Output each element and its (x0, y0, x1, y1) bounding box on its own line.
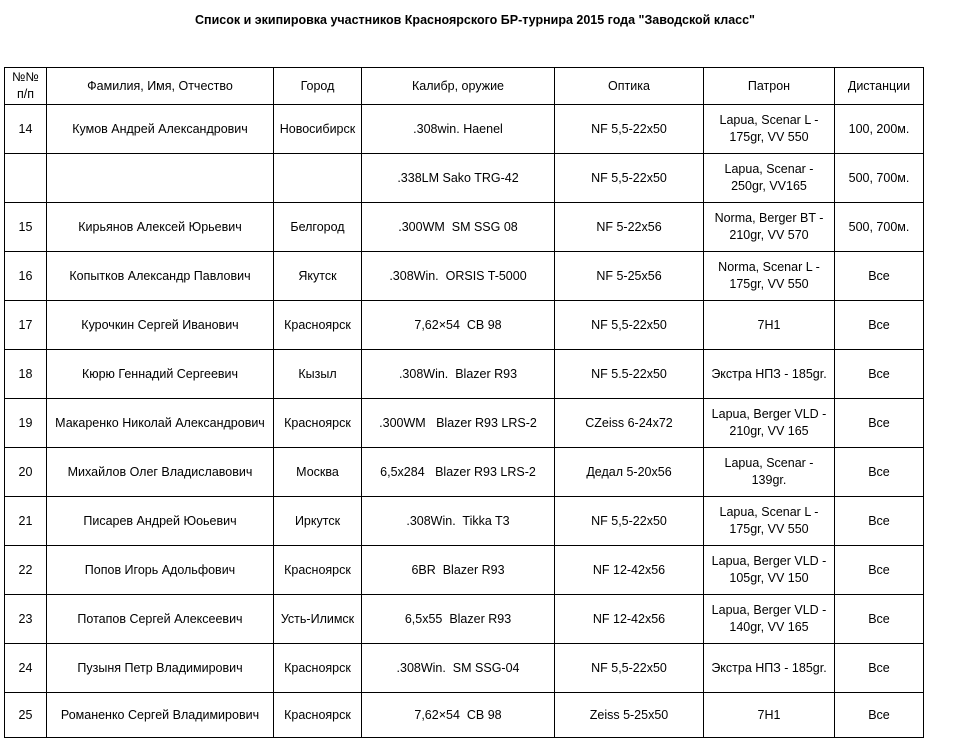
cell-cartridge: Lapua, Scenar L - 175gr, VV 550 (704, 105, 835, 154)
cell-num: 15 (5, 203, 47, 252)
cell-optics: NF 5-22x56 (555, 203, 704, 252)
header-cartridge: Патрон (704, 68, 835, 105)
table-row (5, 644, 924, 693)
table-row (5, 399, 924, 448)
cell-num: 14 (5, 105, 47, 154)
document-title: Список и экипировка участников Красноярского БР-турнира 2015 года "Заводской класс" (195, 13, 755, 27)
cell-cartridge: Norma, Scenar L - 175gr, VV 550 (704, 252, 835, 301)
cell-city (274, 154, 362, 203)
cell-weapon: 7,62×54 СВ 98 (362, 693, 555, 738)
cell-city: Кызыл (274, 350, 362, 399)
cell-optics: NF 5,5-22x50 (555, 497, 704, 546)
cell-distance: Все (835, 546, 924, 595)
cell-weapon: .308Win. Blazer R93 (362, 350, 555, 399)
cell-num: 22 (5, 546, 47, 595)
cell-cartridge: Lapua, Scenar L - 175gr, VV 550 (704, 497, 835, 546)
cell-optics: NF 12-42x56 (555, 546, 704, 595)
header-weapon: Калибр, оружие (362, 68, 555, 105)
cell-cartridge: Norma, Berger BT - 210gr, VV 570 (704, 203, 835, 252)
cell-cartridge: Lapua, Scenar - 250gr, VV165 (704, 154, 835, 203)
cell-weapon: .300WM SM SSG 08 (362, 203, 555, 252)
cell-num: 21 (5, 497, 47, 546)
cell-cartridge: Lapua, Berger VLD - 105gr, VV 150 (704, 546, 835, 595)
cell-name: Потапов Сергей Алексеевич (47, 595, 274, 644)
table-row (5, 693, 924, 738)
header-city: Город (274, 68, 362, 105)
cell-optics: CZeiss 6-24x72 (555, 399, 704, 448)
cell-name: Пузыня Петр Владимирович (47, 644, 274, 693)
cell-distance: 500, 700м. (835, 154, 924, 203)
cell-num: 16 (5, 252, 47, 301)
cell-city: Красноярск (274, 399, 362, 448)
cell-name: Курочкин Сергей Иванович (47, 301, 274, 350)
cell-name: Копытков Александр Павлович (47, 252, 274, 301)
cell-optics: Zeiss 5-25x50 (555, 693, 704, 738)
cell-optics: Дедал 5-20x56 (555, 448, 704, 497)
participants-table (4, 67, 924, 738)
cell-distance: Все (835, 252, 924, 301)
table-row (5, 497, 924, 546)
cell-cartridge: 7Н1 (704, 693, 835, 738)
cell-city: Красноярск (274, 644, 362, 693)
cell-weapon: .308win. Haenel (362, 105, 555, 154)
cell-name: Попов Игорь Адольфович (47, 546, 274, 595)
cell-distance: Все (835, 497, 924, 546)
cell-distance: Все (835, 399, 924, 448)
header-name: Фамилия, Имя, Отчество (47, 68, 274, 105)
table-row (5, 448, 924, 497)
table-row (5, 105, 924, 154)
header-optics: Оптика (555, 68, 704, 105)
cell-num (5, 154, 47, 203)
cell-weapon: 6,5x55 Blazer R93 (362, 595, 555, 644)
cell-cartridge: Экстра НПЗ - 185gr. (704, 644, 835, 693)
cell-distance: Все (835, 448, 924, 497)
cell-city: Красноярск (274, 301, 362, 350)
cell-name: Кумов Андрей Александрович (47, 105, 274, 154)
cell-city: Усть-Илимск (274, 595, 362, 644)
cell-city: Новосибирск (274, 105, 362, 154)
cell-name: Макаренко Николай Александрович (47, 399, 274, 448)
cell-weapon: .308Win. ORSIS T-5000 (362, 252, 555, 301)
cell-name: Кюрю Геннадий Сергеевич (47, 350, 274, 399)
cell-distance: 500, 700м. (835, 203, 924, 252)
cell-num: 17 (5, 301, 47, 350)
cell-city: Красноярск (274, 693, 362, 738)
cell-name: Романенко Сергей Владимирович (47, 693, 274, 738)
cell-optics: NF 5,5-22x50 (555, 644, 704, 693)
cell-name: Михайлов Олег Владиславович (47, 448, 274, 497)
cell-num: 24 (5, 644, 47, 693)
cell-optics: NF 5,5-22x50 (555, 154, 704, 203)
cell-city: Иркутск (274, 497, 362, 546)
cell-weapon: .300WM Blazer R93 LRS-2 (362, 399, 555, 448)
cell-cartridge: Экстра НПЗ - 185gr. (704, 350, 835, 399)
cell-distance: Все (835, 693, 924, 738)
cell-distance: 100, 200м. (835, 105, 924, 154)
table-row (5, 154, 924, 203)
cell-name: Писарев Андрей Юоьевич (47, 497, 274, 546)
cell-optics: NF 5,5-22x50 (555, 301, 704, 350)
table-row (5, 203, 924, 252)
cell-num: 20 (5, 448, 47, 497)
cell-optics: NF 5.5-22x50 (555, 350, 704, 399)
cell-distance: Все (835, 644, 924, 693)
cell-city: Якутск (274, 252, 362, 301)
cell-cartridge: Lapua, Scenar - 139gr. (704, 448, 835, 497)
cell-cartridge: 7Н1 (704, 301, 835, 350)
cell-weapon: 6,5x284 Blazer R93 LRS-2 (362, 448, 555, 497)
cell-num: 25 (5, 693, 47, 738)
cell-weapon: .308Win. SM SSG-04 (362, 644, 555, 693)
cell-optics: NF 5-25x56 (555, 252, 704, 301)
cell-optics: NF 5,5-22x50 (555, 105, 704, 154)
cell-weapon: .308Win. Tikka T3 (362, 497, 555, 546)
cell-cartridge: Lapua, Berger VLD - 140gr, VV 165 (704, 595, 835, 644)
cell-distance: Все (835, 301, 924, 350)
cell-num: 23 (5, 595, 47, 644)
cell-city: Красноярск (274, 546, 362, 595)
cell-name (47, 154, 274, 203)
table-header (5, 68, 924, 105)
table-row (5, 252, 924, 301)
table-row (5, 595, 924, 644)
header-distance: Дистанции (835, 68, 924, 105)
cell-weapon: 7,62×54 СВ 98 (362, 301, 555, 350)
table-row (5, 546, 924, 595)
table-row (5, 301, 924, 350)
cell-weapon: 6BR Blazer R93 (362, 546, 555, 595)
cell-city: Москва (274, 448, 362, 497)
cell-city: Белгород (274, 203, 362, 252)
cell-weapon: .338LM Sako TRG-42 (362, 154, 555, 203)
cell-distance: Все (835, 595, 924, 644)
cell-num: 18 (5, 350, 47, 399)
cell-distance: Все (835, 350, 924, 399)
cell-name: Кирьянов Алексей Юрьевич (47, 203, 274, 252)
cell-optics: NF 12-42x56 (555, 595, 704, 644)
cell-cartridge: Lapua, Berger VLD - 210gr, VV 165 (704, 399, 835, 448)
table-row (5, 350, 924, 399)
cell-num: 19 (5, 399, 47, 448)
header-num: №№ п/п (5, 68, 47, 105)
